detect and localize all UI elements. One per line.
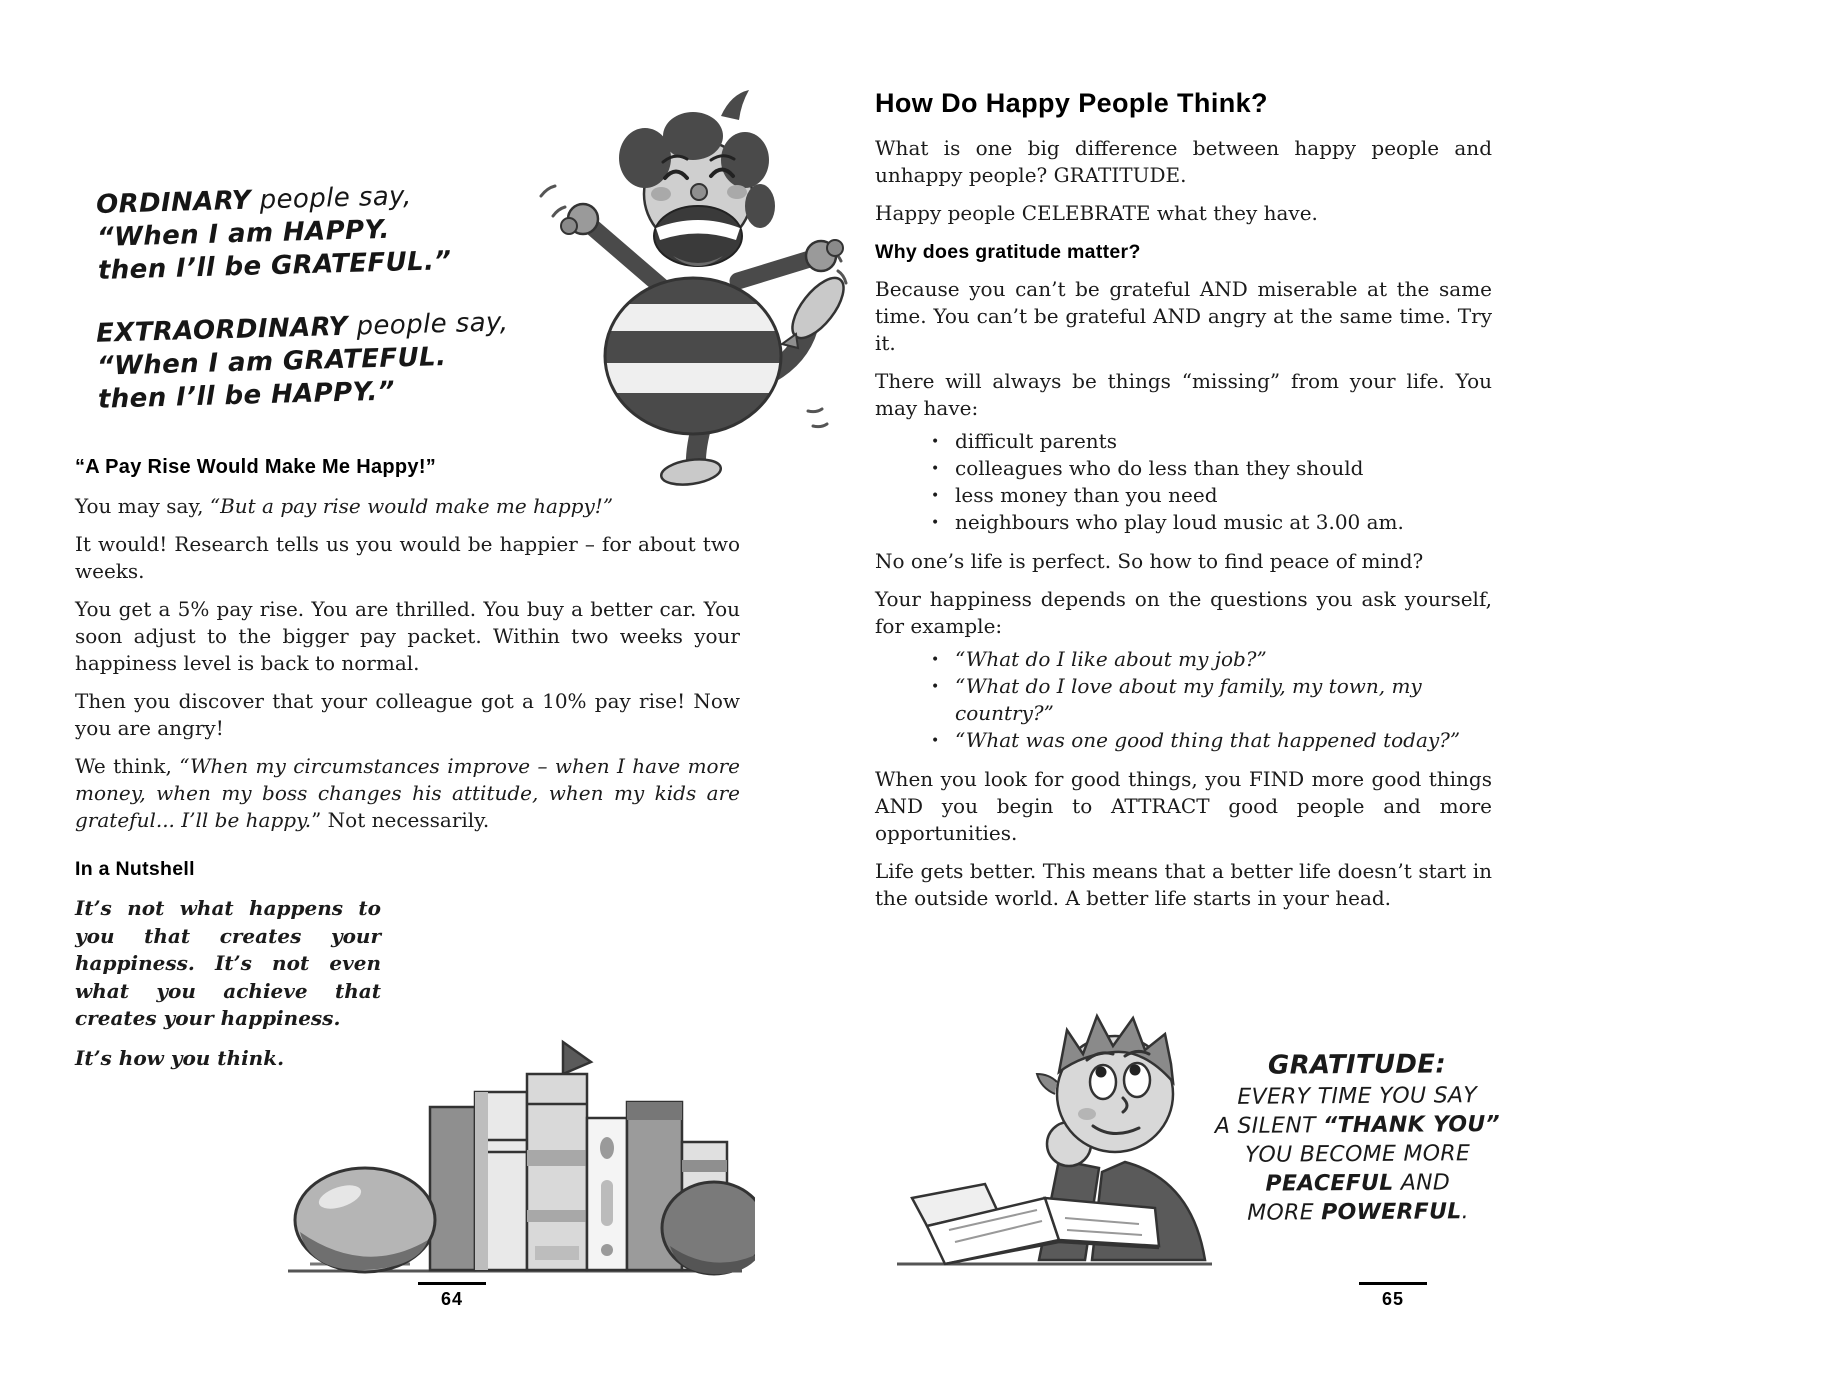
- speech-text-extraordinary: [96, 306, 511, 416]
- list-item: • “What do I like about my job?”: [931, 646, 1492, 673]
- right-text-column: [875, 88, 1492, 923]
- caption-line: GRATITUDE:: [1267, 1049, 1447, 1081]
- page-left: [75, 80, 740, 1382]
- paragraph: No one’s life is perfect. So how to find peace of mind?: [875, 549, 1424, 573]
- caption-line: MORE POWERFUL.: [1247, 1199, 1469, 1226]
- questions-list: [875, 646, 1492, 754]
- paragraph: Your happiness depends on the questions you ask yourself, for example:: [875, 587, 1492, 638]
- page-number: 64: [440, 1289, 464, 1309]
- page-footer-left: [412, 1282, 492, 1310]
- paragraph: It would! Research tells us you would be happier – for about two weeks.: [75, 532, 740, 583]
- speech-line: then I’ll be GRATEFUL.”: [97, 246, 452, 286]
- caption-line: A SILENT “THANK YOU”: [1214, 1112, 1501, 1139]
- footer-rule: [418, 1282, 486, 1285]
- page-right: [875, 80, 1501, 1382]
- section-heading-pay-rise: “A Pay Rise Would Make Me Happy!”: [75, 456, 437, 478]
- happy-jumping-boy-illustration: [513, 76, 858, 486]
- boy-reading-book-illustration: [887, 1002, 1222, 1287]
- paragraph: We think, “When my circumstances improve – when I have more money, when my boss changes his attitude, when my kids are grateful... I’ll be happy.” Not necessarily.: [75, 754, 740, 832]
- paragraph: There will always be things “missing” from your life. You may have:: [875, 369, 1492, 420]
- caption-line: YOU BECOME MORE: [1245, 1141, 1471, 1168]
- speech-line: “When I am GRATEFUL.: [96, 342, 447, 382]
- list-item: • difficult parents: [931, 428, 1492, 455]
- list-item: • less money than you need: [931, 482, 1492, 509]
- caption-line: PEACEFUL AND: [1265, 1170, 1451, 1197]
- speech-line: then I’ll be HAPPY.”: [97, 376, 396, 415]
- paragraph: When you look for good things, you FIND more good things AND you begin to ATTRACT good people and more opportunities.: [875, 767, 1492, 845]
- caption-line: EVERY TIME YOU SAY: [1237, 1083, 1478, 1110]
- paragraph: Life gets better. This means that a better life doesn’t start in the outside world. A better life starts in your head.: [875, 859, 1492, 910]
- paragraph: You get a 5% pay rise. You are thrilled. You buy a better car. You soon adjust to the bigger pay packet. Within two weeks your happiness level is back to normal.: [75, 597, 740, 675]
- paragraph: You may say, “But a pay rise would make me happy!”: [75, 494, 614, 518]
- paragraph: Then you discover that your colleague got a 10% pay rise! Now you are angry!: [75, 689, 740, 740]
- footer-rule: [1359, 1282, 1427, 1285]
- speech-line: “When I am HAPPY.: [96, 214, 391, 253]
- chapter-heading: How Do Happy People Think?: [875, 88, 1268, 118]
- page-footer-right: [1353, 1282, 1433, 1310]
- list-item: • “What do I love about my family, my town, my country?”: [931, 673, 1492, 727]
- section-heading-nutshell: In a Nutshell: [75, 858, 195, 880]
- page-number: 65: [1381, 1289, 1405, 1309]
- section-heading-gratitude: Why does gratitude matter?: [875, 241, 1141, 263]
- speech-line: EXTRAORDINARY people say,: [95, 307, 509, 349]
- list-item: • neighbours who play loud music at 3.00 am.: [931, 509, 1492, 536]
- speech-text-ordinary: [96, 179, 452, 288]
- list-item: • “What was one good thing that happened today?”: [931, 727, 1492, 754]
- list-item: • colleagues who do less than they should: [931, 455, 1492, 482]
- gratitude-caption: [1204, 1047, 1510, 1228]
- paragraph: What is one big difference between happy people and unhappy people? GRATITUDE.: [875, 136, 1492, 187]
- paragraph: Happy people CELEBRATE what they have.: [875, 201, 1318, 225]
- books-between-bookends-illustration: [280, 1032, 755, 1282]
- missing-things-list: [875, 428, 1492, 536]
- paragraph: Because you can’t be grateful AND miserable at the same time. You can’t be grateful AND angry at the same time. Try it.: [875, 277, 1492, 355]
- nutshell-conclusion: It’s how you think.: [75, 1045, 285, 1070]
- speech-line: ORDINARY people say,: [95, 181, 412, 220]
- nutshell-paragraph: It’s not what happens to you that creates your happiness. It’s not even what you achieve that creates your happiness.: [75, 896, 381, 1030]
- left-text-column: [75, 456, 740, 1072]
